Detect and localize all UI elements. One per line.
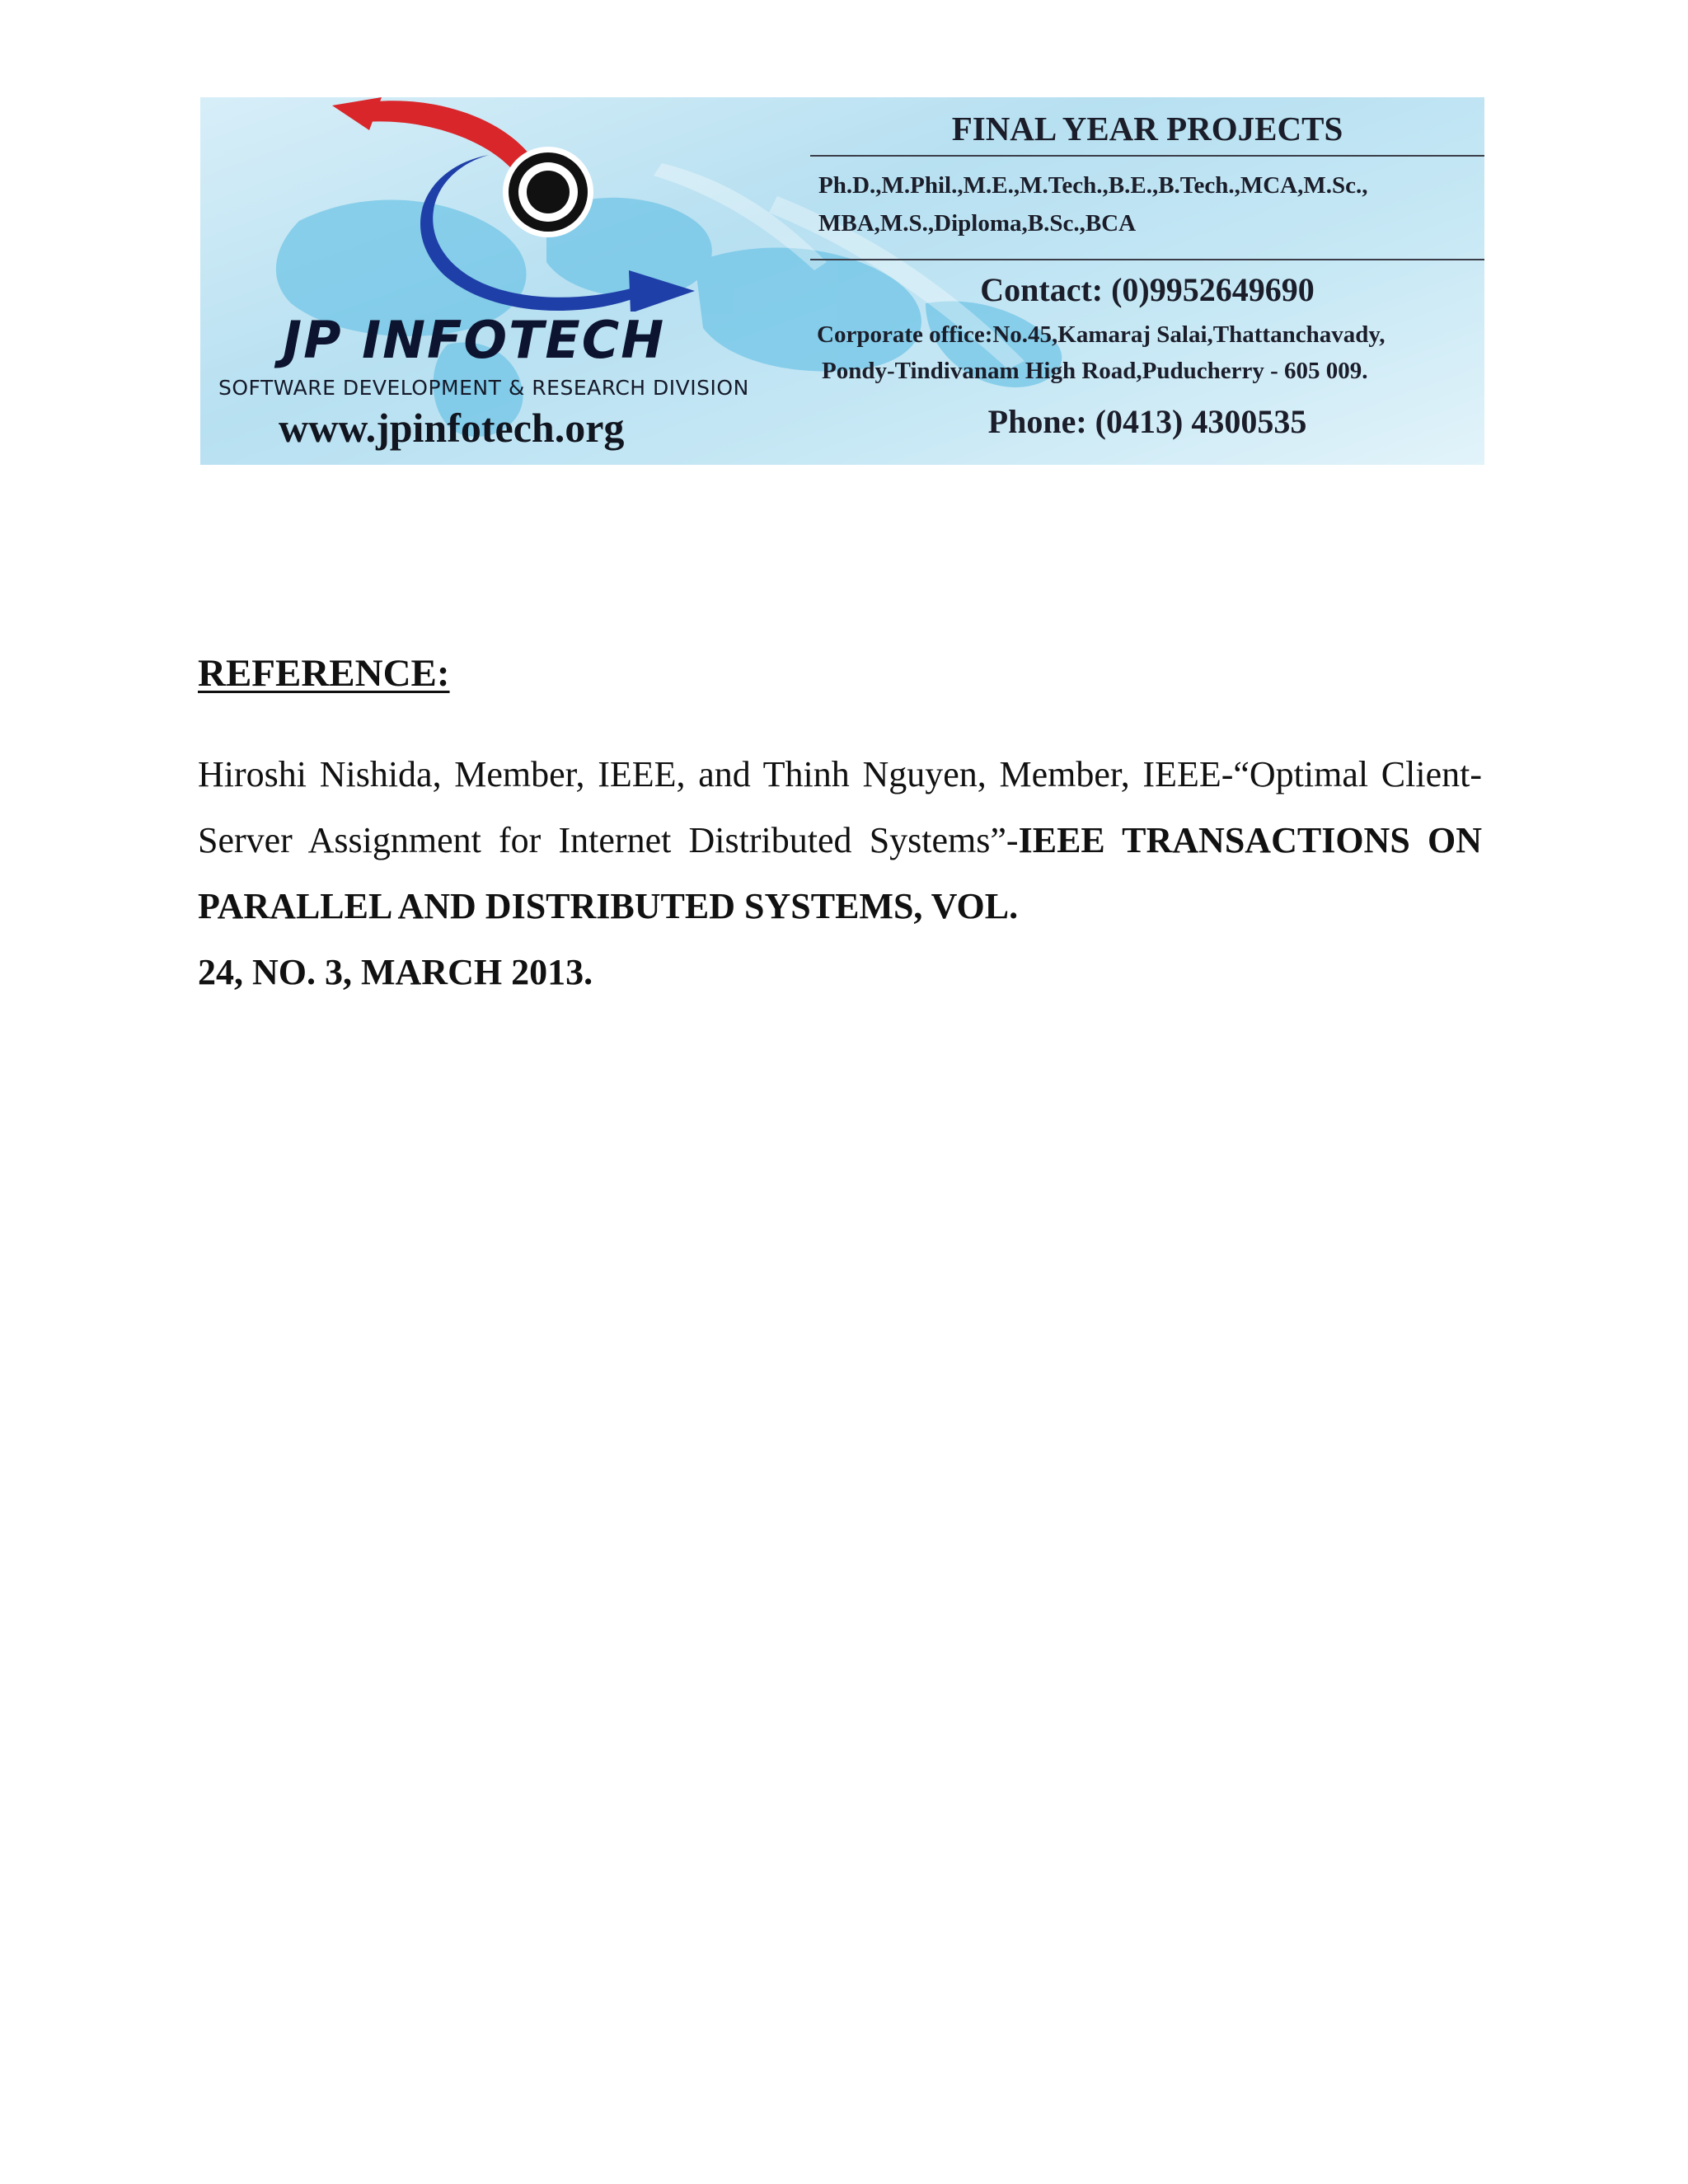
brand-url[interactable]: www.jpinfotech.org bbox=[279, 405, 625, 451]
brand-name: JP INFOTECH bbox=[283, 310, 666, 370]
office-address-line: Corporate office:No.45,Kamaraj Salai,Thattanchavady, bbox=[817, 321, 1386, 348]
citation-journal: IEEE TRANSACTIONS ON PARALLEL AND DISTRIBUTED SYSTEMS, VOL. bbox=[198, 820, 1482, 926]
brand-tagline: SOFTWARE DEVELOPMENT & RESEARCH DIVISION bbox=[218, 376, 749, 400]
divider bbox=[810, 155, 1484, 157]
degrees-line: MBA,M.S.,Diploma,B.Sc.,BCA bbox=[818, 210, 1137, 237]
reference-heading: REFERENCE: bbox=[198, 652, 450, 695]
header-banner bbox=[200, 97, 1484, 465]
citation-authors-title: Hiroshi Nishida, Member, IEEE, and Thinh Nguyen, Member, IEEE-“Optimal Client-Server Assignment for Internet Distributed Systems”- bbox=[198, 754, 1482, 860]
phone-number: Phone: (0413) 4300535 bbox=[987, 403, 1307, 440]
reference-citation bbox=[198, 742, 1482, 940]
office-address-line: Pondy-Tindivanam High Road,Puducherry - 605 009. bbox=[822, 358, 1368, 384]
banner-info-panel bbox=[810, 97, 1484, 465]
jp-infotech-logo-icon bbox=[332, 97, 794, 312]
contact-number: Contact: (0)9952649690 bbox=[980, 271, 1315, 308]
degrees-line: Ph.D.,M.Phil.,M.E.,M.Tech.,B.E.,B.Tech.,MCA,M.Sc., bbox=[818, 172, 1368, 199]
banner-title: FINAL YEAR PROJECTS bbox=[951, 110, 1343, 148]
citation-volume-date: 24, NO. 3, MARCH 2013. bbox=[198, 952, 593, 992]
divider bbox=[810, 259, 1484, 260]
